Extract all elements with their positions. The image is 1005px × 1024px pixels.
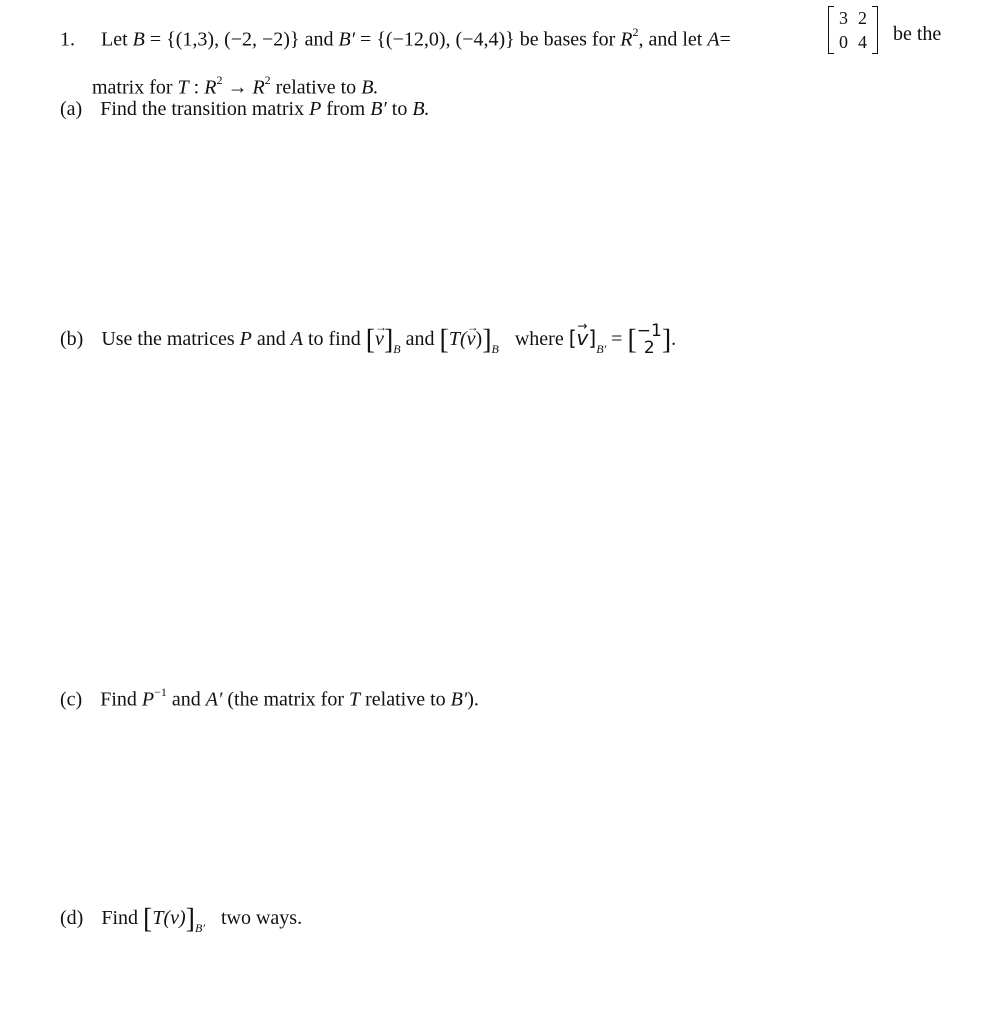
basis-B-prime: {(−12,0), (−4,4)}	[376, 28, 515, 51]
part-b: (b) Use the matrices P and A to find [→ $v]_B$ and $[T(\to v)]_B$ where [→ $v]_{B'} = [-1$ 2 ].	[60, 318, 676, 358]
matrix-A	[826, 6, 880, 54]
coordinate-vector: −1 2	[636, 321, 662, 359]
part-c: (c) Find $P^{-1}$ and A′ (the matrix for T relative to B′).	[60, 685, 479, 711]
part-d-label: (d)	[60, 907, 84, 929]
be-the-text: be the	[893, 23, 942, 45]
part-a-label: (a)	[60, 98, 83, 120]
matrix-cell: 4	[858, 32, 867, 52]
part-d: (d) Find $[T(v)]_{B'}$ two ways.	[60, 903, 303, 935]
part-b-label: (b)	[60, 328, 84, 350]
problem-number: 1.	[60, 28, 75, 51]
matrix-cell: 0	[839, 32, 848, 52]
problem-line-2: matrix for T : $R^2 \to R^2$ relative to B.	[92, 73, 379, 99]
matrix-cell: 3	[839, 8, 848, 28]
part-c-label: (c)	[60, 688, 83, 711]
problem-line-1: 1. Let B = {(1,3), (−2, −2)} and B′ = {(−12,0), (−4,4)} be bases for $R^2$, and let A=	[60, 25, 731, 51]
part-a: (a) Find the transition matrix P from B′ to B.	[60, 98, 430, 120]
matrix-cell: 2	[858, 8, 867, 28]
basis-B: {(1,3), (−2, −2)}	[166, 28, 300, 51]
